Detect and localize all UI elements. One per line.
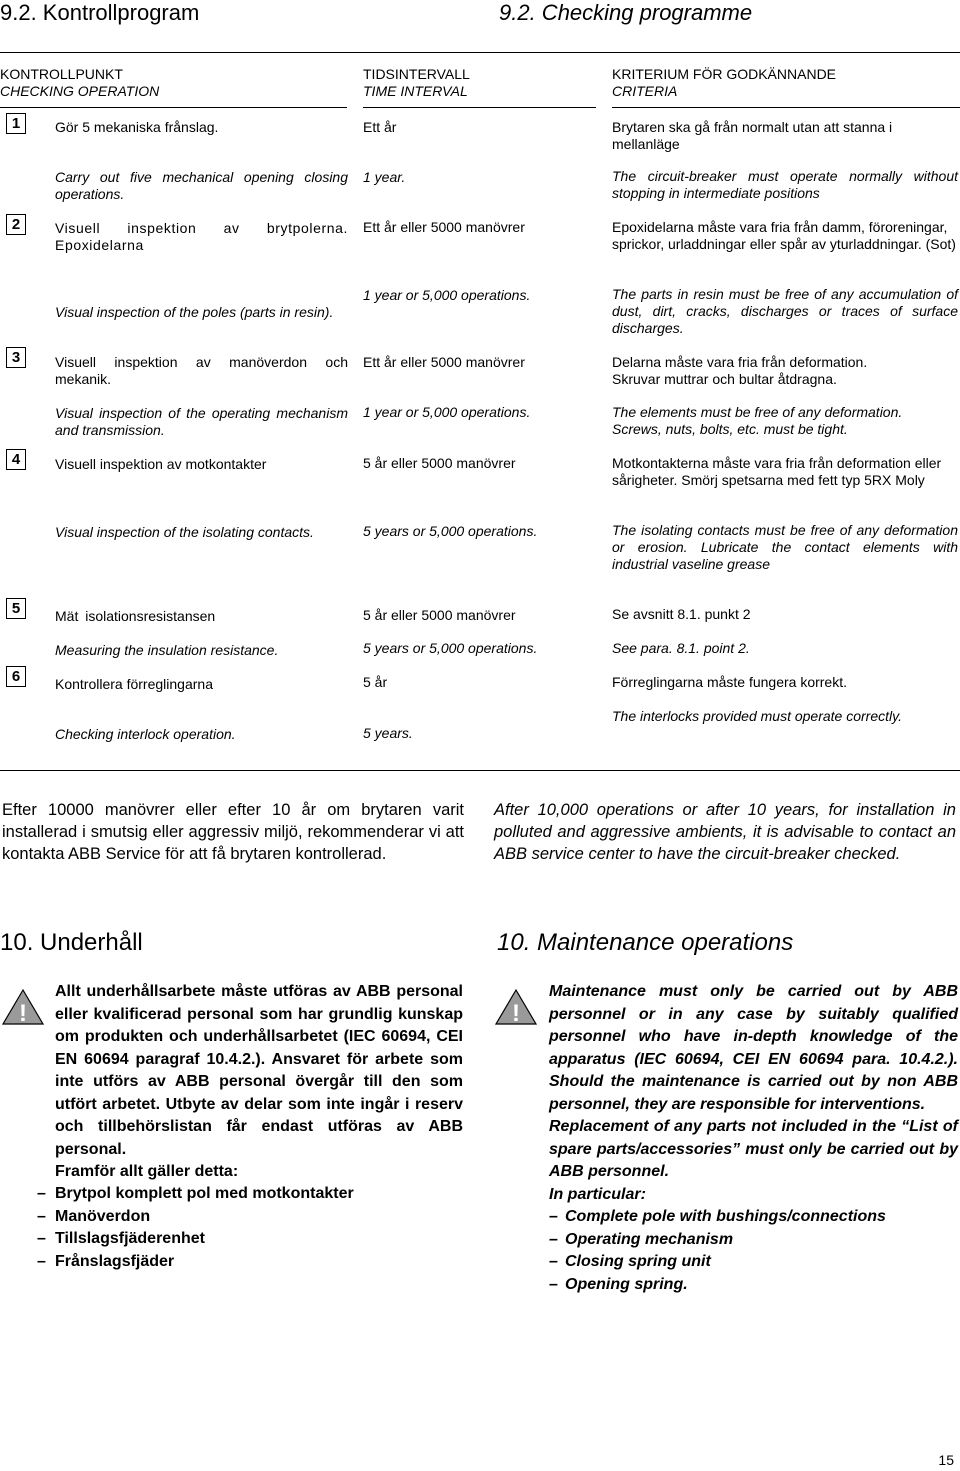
row3-interval-en: 1 year or 5,000 operations.: [363, 404, 531, 420]
col-header-operation-sv: KONTROLLPUNKT: [0, 66, 123, 82]
list-item: – Tillslagsfjäderenhet: [37, 1230, 205, 1247]
svg-text:!: !: [512, 1000, 520, 1026]
row1-interval-en: 1 year.: [363, 169, 406, 185]
row5-criteria-sv: Se avsnitt 8.1. punkt 2: [612, 606, 751, 622]
table-bottom-rule: [0, 770, 960, 771]
warning-text-en-2: Replacement of any parts not included in the “List of spare parts/accessories” must only be carried out by ABB personnel.: [549, 1118, 958, 1180]
row5-interval-en: 5 years or 5,000 operations.: [363, 640, 538, 656]
list-item: – Brytpol komplett pol med motkontakter: [37, 1185, 354, 1202]
section-10-title-sv: 10. Underhåll: [0, 929, 143, 956]
col-header-criteria-sv: KRITERIUM FÖR GODKÄNNANDE: [612, 66, 837, 82]
row6-interval-sv: 5 år: [363, 674, 388, 690]
row3-criteria-sv: Delarna måste vara fria från deformation. Skruvar muttrar och bultar åtdragna.: [612, 354, 868, 387]
list-item: – Closing spring unit: [549, 1253, 711, 1270]
table-header-rule-3: [612, 107, 960, 108]
header-rule: [0, 52, 960, 53]
warning-text-sv: Allt underhållsarbete måste utföras av ABB personal eller kvalificerad personal som har grundlig kunskap om produkten och underhållsarbetet (IEC 60694, CEI EN 60694 paragraf 10.4.2.). Ansvaret för arbete som inte utförs av ABB personal övergår till den som utfört arbetet. Utbyte av delar som inte ingår i reserv och tillbehörslistan får endast utföras av ABB personal.: [55, 983, 463, 1158]
row2-interval-en: 1 year or 5,000 operations.: [363, 287, 531, 303]
list-item: – Operating mechanism: [549, 1230, 734, 1248]
svg-text:!: !: [19, 1000, 27, 1026]
row1-operation-en: Carry out five mechanical opening closing operations.: [55, 169, 348, 202]
row4-operation-en: Visual inspection of the isolating contacts.: [55, 524, 314, 540]
list-item: – Manöverdon: [37, 1207, 151, 1225]
note-en: After 10,000 operations or after 10 years, for installation in polluted and aggressive ambients, it is advisable to contact an ABB service center to have the circuit-breaker checked.: [494, 801, 956, 863]
page-number: 15: [938, 1452, 954, 1468]
row-number-1: 1: [6, 113, 26, 134]
warning-lead-en: In particular:: [549, 1185, 646, 1203]
row4-operation-sv: Visuell inspektion av motkontakter: [55, 456, 267, 472]
row2-operation-sv: Visuell inspektion av brytpolerna. Epoxidelarna: [55, 220, 348, 253]
warning-block-en: [549, 981, 958, 1296]
col-header-criteria-en: CRITERIA: [612, 83, 678, 99]
row4-criteria-en: The isolating contacts must be free of any deformation or erosion. Lubricate the contact elements with industrial vaseline grease: [612, 522, 958, 572]
row2-criteria-en: The parts in resin must be free of any accumulation of dust, dirt, cracks, discharges or traces of surface discharges.: [612, 286, 958, 336]
table-header-rule-1: [0, 107, 347, 108]
col-header-operation: [0, 66, 159, 100]
col-header-operation-en: CHECKING OPERATION: [0, 83, 160, 99]
row-number-6: 6: [6, 666, 26, 687]
list-item: – Complete pole with bushings/connections: [549, 1208, 886, 1225]
warning-triangle-icon: [1, 988, 45, 1026]
row1-criteria-sv: Brytaren ska gå från normalt utan att stanna i mellanläge: [612, 119, 893, 152]
row3-criteria-en: The elements must be free of any deformation. Screws, nuts, bolts, etc. must be tight.: [612, 404, 903, 437]
row3-operation-sv: Visuell inspektion av manöverdon och mekanik.: [55, 354, 348, 387]
warning-block-sv: [55, 981, 463, 1184]
row-number-3: 3: [6, 347, 26, 368]
warning-triangle-icon: [494, 988, 538, 1026]
note-sv: Efter 10000 manövrer eller efter 10 år om brytaren varit installerad i smutsig eller aggressiv miljö, rekommenderar vi att kontakta ABB Service för att få brytaren kontrollerad.: [2, 801, 464, 863]
row1-criteria-en: The circuit-breaker must operate normally without stopping in intermediate positions: [612, 168, 958, 201]
row6-operation-en: Checking interlock operation.: [55, 726, 236, 742]
row-number-5: 5: [6, 598, 26, 619]
row-number-2: 2: [6, 214, 26, 235]
row5-criteria-en: See para. 8.1. point 2.: [612, 640, 750, 656]
row6-interval-en: 5 years.: [363, 725, 413, 741]
row-number-4: 4: [6, 449, 26, 470]
list-item: – Opening spring.: [549, 1275, 688, 1293]
section-title-sv: 9.2. Kontrollprogram: [0, 0, 200, 25]
col-header-interval-en: TIME INTERVAL: [363, 83, 468, 99]
row2-interval-sv: Ett år eller 5000 manövrer: [363, 219, 525, 235]
row3-interval-sv: Ett år eller 5000 manövrer: [363, 354, 525, 370]
row6-operation-sv: Kontrollera förreglingarna: [55, 676, 213, 692]
col-header-criteria: [612, 66, 836, 100]
row5-interval-sv: 5 år eller 5000 manövrer: [363, 607, 516, 623]
col-header-interval: [363, 66, 470, 100]
row6-criteria-sv: Förreglingarna måste fungera korrekt.: [612, 674, 847, 690]
row4-interval-en: 5 years or 5,000 operations.: [363, 523, 538, 539]
warning-lead-sv: Framför allt gäller detta:: [55, 1163, 239, 1180]
row2-operation-en: Visual inspection of the poles (parts in resin).: [55, 304, 334, 320]
row1-interval-sv: Ett år: [363, 119, 397, 135]
row4-criteria-sv: Motkontakterna måste vara fria från deformation eller sårigheter. Smörj spetsarna med fett typ 5RX Moly: [612, 455, 942, 488]
row3-operation-en: Visual inspection of the operating mechanism and transmission.: [55, 405, 348, 438]
list-sv: [37, 1183, 457, 1273]
section-10-title-en: 10. Maintenance operations: [497, 929, 794, 956]
row5-operation-en: Measuring the insulation resistance.: [55, 642, 279, 658]
warning-text-en: Maintenance must only be carried out by ABB personnel or in any case by suitably qualified personnel who have in-depth knowledge of the apparatus (IEC 60694, CEI EN 60694 para. 10.4.2.). Should the maintenance is carried out by non ABB personnel, they are responsible for interventions.: [549, 983, 958, 1113]
row2-criteria-sv: Epoxidelarna måste vara fria från damm, föroreningar, sprickor, urladdningar eller spår av yturladdningar. (Sot): [612, 219, 956, 252]
section-title-en: 9.2. Checking programme: [499, 0, 753, 25]
row6-criteria-en: The interlocks provided must operate correctly.: [612, 708, 902, 724]
row5-operation-sv: Mät isolationsresistansen: [55, 608, 216, 624]
col-header-interval-sv: TIDSINTERVALL: [363, 66, 470, 82]
table-header-rule-2: [363, 107, 596, 108]
row1-operation-sv: Gör 5 mekaniska frånslag.: [55, 119, 219, 135]
row4-interval-sv: 5 år eller 5000 manövrer: [363, 455, 516, 471]
list-item: – Frånslagsfjäder: [37, 1252, 175, 1270]
